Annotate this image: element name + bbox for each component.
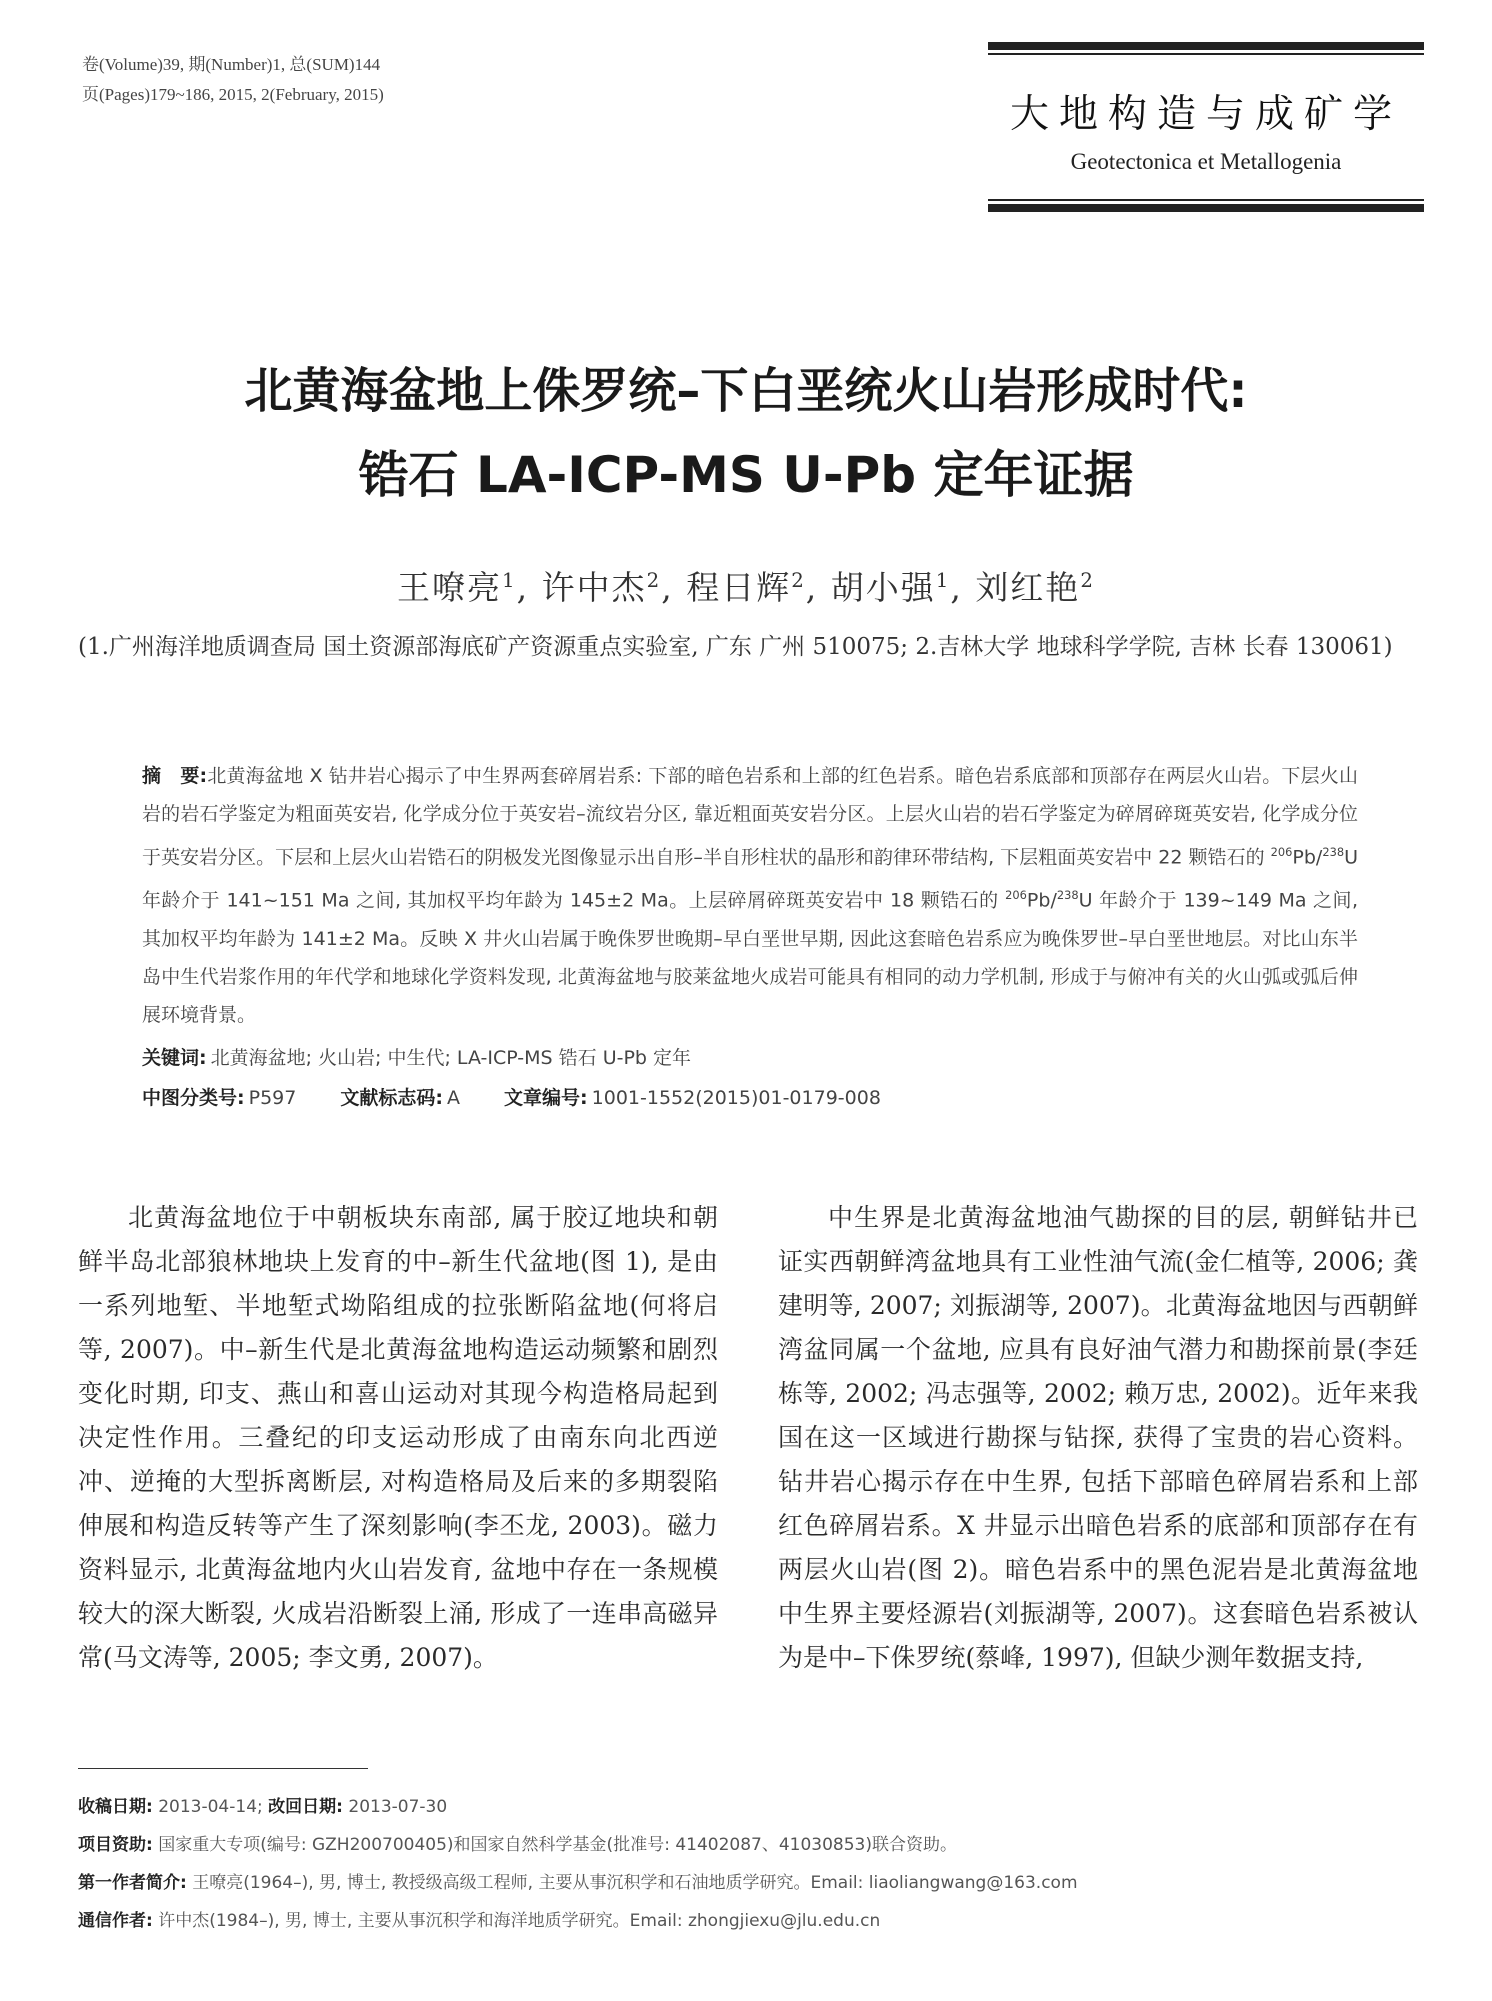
classification-line [142,1078,1358,1118]
body-paragraph: 中生界是北黄海盆地油气勘探的目的层, 朝鲜钻井已证实西朝鲜湾盆地具有工业性油气流(金仁植等, 2006; 龚建明等, 2007; 刘振湖等, 2007)。北黄海盆地因与西朝鲜湾盆同属一个盆地, 应具有良好油气潜力和勘探前景(李廷栋等, 2002; 冯志强等, 2002; 赖万忠, 2002)。近年来我国在这一区域进行勘探与钻探, 获得了宝贵的岩心资料。钻井岩心揭示存在中生界, 包括下部暗色碎屑岩系和上部红色碎屑岩系。X 井显示出暗色岩系的底部和顶部存在有两层火山岩(图 2)。暗色岩系中的黑色泥岩是北黄海盆地中生界主要烃源岩(刘振湖等, 2007)。这套暗色岩系被认为是中–下侏罗统(蔡峰, 1997), 但缺少测年数据支持, [778,1203,1418,1672]
isotope-element: Pb/ [1292,846,1323,869]
revised-label: 改回日期: [268,1797,343,1817]
author-affil-mark: 1 [502,569,517,592]
masthead-bottom-rule-thin [988,199,1424,201]
pages-line: 页(Pages)179~186, 2015, 2(February, 2015) [82,85,384,104]
isotope-mass: 206 [1270,845,1293,859]
author-affil-mark: 1 [935,569,951,592]
isotope-element: Pb/ [1026,889,1057,912]
revised-date: 2013-07-30 [348,1797,448,1817]
journal-name-cn: 大地构造与成矿学 [1009,92,1402,137]
masthead-top-rule-thin [988,53,1424,55]
author-affil-mark: 2 [646,569,662,592]
abstract-text-mid: U 年龄介于 141~151 Ma 之间, 其加权平均年龄为 145±2 Ma。上层碎屑碎斑英安岩中 18 颗锆石的 [142,846,1358,912]
doc-code-label: 文献标志码: [340,1086,443,1109]
author-affil-mark: 2 [1080,569,1095,592]
received-date: 2013-04-14; [158,1797,263,1817]
first-author-line [78,1864,1418,1902]
first-author-text: 王嘹亮(1964–), 男, 博士, 教授级高级工程师, 主要从事沉积学和石油地质学研究。Email: liaoliangwang@163.com [192,1873,1078,1893]
abstract-text-part1: 北黄海盆地 X 钻井岩心揭示了中生界两套碎屑岩系: 下部的暗色岩系和上部的红色岩系。暗色岩系底部和顶部存在两层火山岩。下层火山岩的岩石学鉴定为粗面英安岩, 化学成分位于英安岩–流纹岩分区, 靠近粗面英安岩分区。上层火山岩的岩石学鉴定为碎屑碎斑英安岩, 化学成分位于英安岩分区。下层和上层火山岩锆石的阴极发光图像显示出自形–半自形柱状的晶形和韵律环带结构, 下层粗面英安岩中 22 颗锆石的 [142,765,1358,869]
footnotes [78,1788,1418,1940]
corresponding-text: 许中杰(1984–), 男, 博士, 主要从事沉积学和海洋地质学研究。Email: zhongjiexu@jlu.edu.cn [158,1911,881,1931]
article-no-value: 1001-1552(2015)01-0179-008 [591,1086,881,1109]
corresponding-label: 通信作者: [78,1911,153,1931]
abstract-label: 摘 要: [142,765,208,787]
article-title-line2: 锆石 LA-ICP-MS U-Pb 定年证据 [358,446,1134,504]
abstract [142,757,1358,1034]
masthead-top-rule [988,42,1424,50]
affiliations: (1.广州海洋地质调查局 国土资源部海底矿产资源重点实验室, 广东 广州 510075; 2.吉林大学 地球科学学院, 吉林 长春 130061) [78,634,1393,660]
abstract-text-part2: U 年龄介于 139~149 Ma 之间, 其加权平均年龄为 141±2 Ma。反映 X 井火山岩属于晚侏罗世晚期–早白垩世早期, 因此这套暗色岩系应为晚侏罗世–早白垩世地层。对比山东半岛中生代岩浆作用的年代学和地球化学资料发现, 北黄海盆地与胶莱盆地火成岩可能具有相同的动力学机制, 形成于与俯冲有关的火山弧或弧后伸展环境背景。 [142,889,1359,1026]
volume-line: 卷(Volume)39, 期(Number)1, 总(SUM)144 [82,55,381,74]
funding-text: 国家重大专项(编号: GZH200700405)和国家自然科学基金(批准号: 41402087、41030853)联合资助。 [158,1835,958,1855]
author-name: 许中杰 [541,568,647,607]
isotope-mass: 238 [1056,888,1079,903]
clc-label: 中图分类号: [142,1086,245,1109]
doc-code-value: A [447,1086,460,1109]
author-name: 胡小强 [830,568,936,607]
isotope-mass: 238 [1322,845,1345,859]
author-name: 刘红艳 [975,568,1081,607]
journal-masthead [988,42,1424,212]
body-column-left [78,1196,718,1680]
body-paragraph: 北黄海盆地位于中朝板块东南部, 属于胶辽地块和朝鲜半岛北部狼林地块上发育的中–新生代盆地(图 1), 是由一系列地堑、半地堑式坳陷组成的拉张断陷盆地(何将启等, 2007)。中–新生代是北黄海盆地构造运动频繁和剧烈变化时期, 印支、燕山和喜山运动对其现今构造格局起到决定性作用。三叠纪的印支运动形成了由南东向北西逆冲、逆掩的大型拆离断层, 对构造格局及后来的多期裂陷伸展和构造反转等产生了深刻影响(李丕龙, 2003)。磁力资料显示, 北黄海盆地内火山岩发育, 盆地中存在一条规模较大的深大断裂, 火成岩沿断裂上涌, 形成了一连串高磁异常(马文涛等, 2005; 李文勇, 2007)。 [78,1203,718,1672]
isotope-mass: 206 [1005,888,1027,903]
keywords-label: 关键词: [142,1046,207,1069]
journal-name-en: Geotectonica et Metallogenia [1070,149,1342,174]
masthead-bottom-rule [988,204,1424,212]
corresponding-author-line [78,1902,1418,1940]
keywords-line [142,1038,1358,1078]
author-name: 程日辉 [686,568,792,607]
received-line [78,1788,1418,1826]
footnote-divider [78,1768,368,1769]
clc-value: P597 [248,1086,297,1109]
article-no-label: 文章编号: [504,1086,588,1109]
keywords: 北黄海盆地; 火山岩; 中生代; LA-ICP-MS 锆石 U-Pb 定年 [210,1046,692,1069]
body-column-right [778,1196,1418,1680]
article-title-line1: 北黄海盆地上侏罗统–下白垩统火山岩形成时代: [244,363,1248,419]
author-affil-mark: 2 [791,569,806,592]
funding-label: 项目资助: [78,1835,153,1855]
first-author-label: 第一作者简介: [78,1873,187,1893]
received-label: 收稿日期: [78,1797,153,1817]
abstract-block [142,757,1358,1118]
funding-line [78,1826,1418,1864]
author-list: 王嘹亮$^1$, 许中杰$^2$, 程日辉$^2$, 胡小强$^1$, 刘红艳$^2$ [397,568,1095,607]
volume-info [82,50,384,110]
author-name: 王嘹亮 [397,568,503,607]
